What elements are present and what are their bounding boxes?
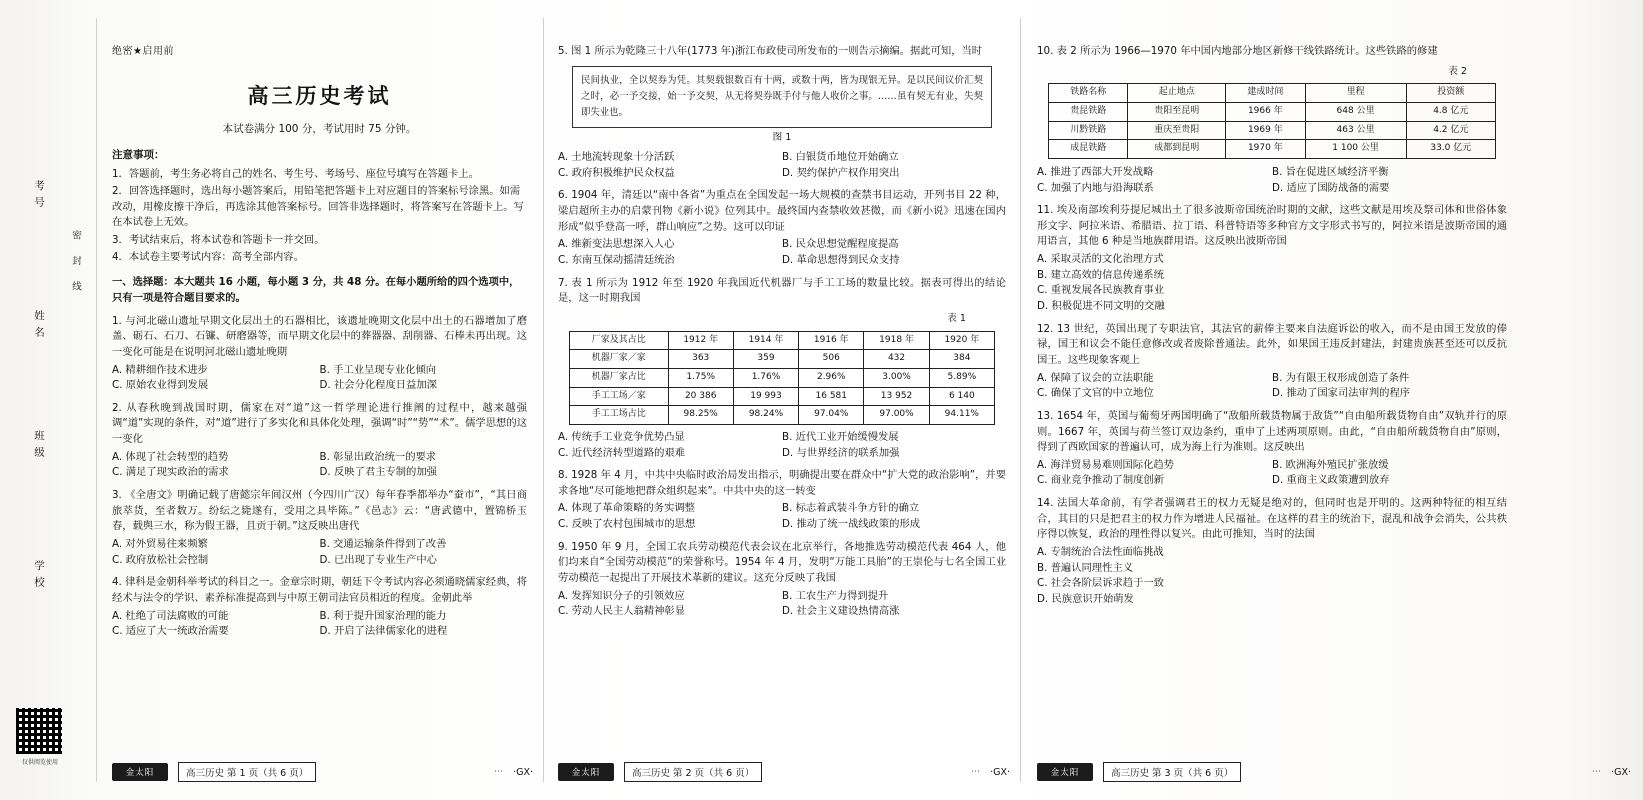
table-caption: 表 2 <box>1448 65 1467 77</box>
exam-subtitle: 本试卷满分 100 分，考试用时 75 分钟。 <box>222 123 417 136</box>
table-cell: 98.25% <box>668 406 733 425</box>
question-item <box>1037 322 1507 402</box>
table-cell: 384 <box>929 350 994 369</box>
table-cell: 4.8 亿元 <box>1406 102 1495 121</box>
question-number: 11. <box>1037 204 1054 217</box>
page-footer-2: 金太阳 高三历史 第 2 页（共 6 页） ⋯ ·GX· <box>558 762 1010 782</box>
table-header-cell: 投资额 <box>1406 84 1495 103</box>
option[interactable]: C. 适应了大一统政治需要 <box>112 625 229 638</box>
table-row <box>570 368 995 387</box>
data-table-1 <box>569 331 995 425</box>
option[interactable]: C. 确保了文官的中立地位 <box>1037 387 1154 400</box>
question-stem: 律科是金朝科举考试的科目之一。金章宗时期，朝廷下令考试内容必须通晓儒家经典，将经术与法令的学识、素养标准提高到与中原王朝司法官员相近的程度。金朝此举 <box>112 576 527 604</box>
table-cell: 94.11% <box>929 406 994 425</box>
question-item <box>1037 203 1507 314</box>
question-number: 8. <box>558 469 568 482</box>
table-cell: 363 <box>668 350 733 369</box>
question-stem: 《全唐文》明确记载了唐懿宗年间汉州（今四川广汉）每年春季都举办“蚕市”，“其日商旅萃货，至者数万。纷纭之毙遂有，受用之具毕陈。”《邑志》云：“唐武德中，置锦桥玉春，载舆三水，称为假王器，且贡于朝。”这反映出唐代 <box>112 489 527 533</box>
notice-list <box>112 167 527 265</box>
question-item <box>1037 496 1507 607</box>
question-number: 6. <box>558 189 568 202</box>
question-item <box>1037 44 1507 196</box>
table-header-row <box>570 331 995 350</box>
question-stem: 1928 年 4 月，中共中央临时政治局发出指示，明确提出要在群众中“扩大党的政治影响”，并要求各地“尽可能地把群众组织起来”。中共中央的这一转变 <box>558 469 1006 497</box>
question-item <box>112 401 527 481</box>
option[interactable]: B. 白银货币地位开始确立 <box>782 151 899 164</box>
option[interactable]: B. 工农生产力得到提升 <box>782 589 889 602</box>
table-cell: 13 952 <box>864 387 929 406</box>
table-cell: 19 993 <box>733 387 798 406</box>
table-cell: 手工工场占比 <box>570 406 669 425</box>
table-header-cell: 建成时间 <box>1226 84 1305 103</box>
option[interactable]: A. 保障了议会的立法职能 <box>1037 371 1154 384</box>
table-cell: 成昆铁路 <box>1049 140 1128 159</box>
seal-line-label: 密封线 <box>70 230 81 307</box>
option-list <box>558 589 1006 620</box>
notice-item: 3．考试结束后，将本试卷和答题卡一并交回。 <box>112 233 325 246</box>
question-stem: 1950 年 9 月，全国工农兵劳动模范代表会议在北京举行，各地推选劳动模范代表 464 人，他们均来自“全国劳动模范”的荣誉称号。1954 年 4 月，发明“万能工具胎”的王崇伦与七名全国工业劳动模范一起提出了开展技术革新的建议。这充分反映了我国 <box>558 540 1006 584</box>
question-stem: 图 1 所示为乾隆三十八年(1773 年)浙江布政使司所发布的一则告示摘编。据此可知，当时 <box>571 45 983 57</box>
question-number: 9. <box>558 540 568 553</box>
question-stem: 表 1 所示为 1912 年至 1920 年我国近代机器厂与手工工场的数量比较。据表可得出的结论是，这一时期我国 <box>558 276 1006 305</box>
table-cell: 20 386 <box>668 387 733 406</box>
option[interactable]: D. 与世界经济的联系加强 <box>782 446 900 459</box>
table-cell: 648 公里 <box>1305 102 1406 121</box>
question-stem: 1654 年，英国与葡萄牙两国明确了“敌船所载货物属于敌货”“自由船所载货物自由”双轨并行的原则。1667 年，英国与荷兰签订双边条约，重申了上述两项原则。由此，“自由船所载货物自由”原则，得到了西欧国家的普遍认可，成为海上行为准则。这反映出 <box>1037 409 1507 454</box>
option[interactable]: A. 体现了社会转型的趋势 <box>112 450 229 463</box>
option-list <box>112 363 527 394</box>
table-cell: 机器厂家／家 <box>570 350 669 369</box>
option[interactable]: A. 维新变法思想深入人心 <box>558 238 675 251</box>
option[interactable]: D. 积极促进不同文明的交融 <box>1037 300 1165 313</box>
table-cell: 1 100 公里 <box>1305 140 1406 159</box>
option[interactable]: B. 为有限王权形成创造了条件 <box>1272 371 1410 384</box>
option[interactable]: D. 重商主义政策遭到放弃 <box>1272 474 1390 487</box>
option-list <box>1037 545 1507 608</box>
option[interactable]: B. 标志着武装斗争方针的确立 <box>782 502 920 515</box>
table-cell: 4.2 亿元 <box>1406 121 1495 140</box>
field-school: 学校 <box>33 560 45 593</box>
table-cell: 1969 年 <box>1226 121 1305 140</box>
option[interactable]: B. 手工业呈现专业化倾向 <box>319 363 437 376</box>
table-cell: 432 <box>864 350 929 369</box>
footer-page-label: 高三历史 第 1 页（共 6 页） <box>178 762 316 782</box>
page-title: 高三历史考试 <box>247 84 392 109</box>
figure-box: 民间执业，全以契券为凭。其契载银数百有十两，或数十两，皆为现银无异。是以民间议价汇契之时，必一予交接，始一予交契，从无将契券既手付与他人收价之事。……虽有契无有业，失契即失业也。 <box>572 66 992 128</box>
table-cell: 6 140 <box>929 387 994 406</box>
option[interactable]: B. 近代工业开始缓慢发展 <box>782 430 899 443</box>
page-footer-3: 金太阳 高三历史 第 3 页（共 6 页） ⋯ ·GX· <box>1037 762 1631 782</box>
option[interactable]: A. 传统手工业竞争优势凸显 <box>558 430 685 443</box>
table-row <box>1049 102 1496 121</box>
question-item <box>558 188 1006 268</box>
option[interactable]: D. 反映了君主专制的加强 <box>319 466 437 479</box>
table-cell: 1970 年 <box>1226 140 1305 159</box>
table-cell: 463 公里 <box>1305 121 1406 140</box>
option[interactable]: D. 开启了法律儒家化的进程 <box>319 625 448 638</box>
option[interactable]: B. 利于提升国家治理的能力 <box>319 609 447 622</box>
option[interactable]: D. 社会主义建设热情高涨 <box>782 605 900 618</box>
table-header-cell: 1920 年 <box>929 331 994 350</box>
qr-code <box>16 708 62 754</box>
table-header-cell: 厂家及其占比 <box>570 331 669 350</box>
data-table-2 <box>1048 83 1496 159</box>
option[interactable]: A. 海洋贸易易难则国际化趋势 <box>1037 458 1174 471</box>
footer-code: ·GX· <box>513 766 533 778</box>
question-item <box>558 468 1006 533</box>
table-row <box>1049 140 1496 159</box>
option[interactable]: A. 精耕细作技术进步 <box>112 363 208 376</box>
notice-item: 4．本试卷主要考试内容：高考全部内容。 <box>112 250 304 263</box>
option[interactable]: A. 推进了西部大开发战略 <box>1037 165 1154 178</box>
table-row <box>570 350 995 369</box>
table-row <box>570 406 995 425</box>
question-stem: 从春秋晚到战国时期，儒家在对“道”这一哲学理论进行推阐的过程中，越来越强调“道”实现的条件，对“道”进行了多实化和具体化处理，强调“时”“势”“术”。儒学思想的这一变化 <box>112 401 527 446</box>
field-class: 班级 <box>33 430 45 463</box>
table-cell: 成都到昆明 <box>1128 140 1226 159</box>
question-stem: 表 2 所示为 1966—1970 年中国内地部分地区新修干线铁路统计。这些铁路的修建 <box>1056 45 1438 57</box>
table-header-cell: 1918 年 <box>864 331 929 350</box>
question-number: 10. <box>1037 45 1054 57</box>
option[interactable]: C. 社会各阶层诉求趋于一致 <box>1037 577 1165 590</box>
table-cell: 359 <box>733 350 798 369</box>
question-stem: 埃及南部埃利芬提尼城出土了很多波斯帝国统治时期的文献，这些文献是用埃及祭司体和世俗体象形文字、阿拉米语、希腊语、拉丁语、科普特语等多种官方文字形式书写的，阿拉米语是波斯帝国的通用语言，其他 6 种是当地族群用语。这反映出波斯帝国 <box>1037 204 1507 248</box>
option[interactable]: B. 交通运输条件得到了改善 <box>319 537 447 550</box>
secret-label: 绝密★启用前 <box>112 46 174 57</box>
table-cell: 33.0 亿元 <box>1406 140 1495 159</box>
option-list <box>1037 252 1507 315</box>
option[interactable]: A. 对外贸易往来频繁 <box>112 537 208 550</box>
option[interactable]: D. 契约保护产权作用突出 <box>782 166 900 179</box>
option[interactable]: B. 建立高效的信息传递系统 <box>1037 268 1164 281</box>
qr-caption: 仅供阅览使用 <box>21 759 58 766</box>
question-item <box>112 575 527 640</box>
question-item <box>112 314 527 394</box>
question-stem: 13 世纪，英国出现了专职法官，其法官的薪俸主要来自法庭诉讼的收入，而不是由国王发放的俸禄，国王和议会不能任意修改或者废除普通法。此外，如果国王违反封建法，封建贵族甚至还可以反抗国王。这些现象客观上 <box>1037 322 1507 366</box>
table-cell: 97.04% <box>799 406 864 425</box>
field-exam-number: 考号 <box>33 180 45 213</box>
footer-code: ·GX· <box>990 766 1010 778</box>
option[interactable]: D. 已出现了专业生产中心 <box>319 553 437 566</box>
table-row <box>1049 121 1496 140</box>
option[interactable]: A. 发挥知识分子的引领效应 <box>558 589 685 602</box>
table-cell: 手工工场／家 <box>570 387 669 406</box>
table-cell: 506 <box>799 350 864 369</box>
notice-title: 注意事项： <box>112 149 165 162</box>
table-cell: 贵昆铁路 <box>1049 102 1128 121</box>
notice-item: 2．回答选择题时，选出每小题答案后，用铅笔把答题卡上对应题目的答案标号涂黑。如需改动，用橡皮擦干净后，再选涂其他答案标号。回答非选择题时，将答案写在答题卡上。写在本试卷上无效。 <box>112 185 524 229</box>
question-stem: 与河北磁山遗址早期文化层出土的石器相比，该遗址晚期文化层中出土的石器增加了磨盖、砺石、石刀、石镰、研磨器等，而早期文化层中的葬器器、刮削器、石棒未再出现。这一变化可能是在说明河北磁山遗址晚期 <box>112 314 528 358</box>
option[interactable]: B. 民众思想觉醒程度提高 <box>782 238 899 251</box>
table-cell: 贵阳至昆明 <box>1128 102 1226 121</box>
option[interactable]: D. 社会分化程度日益加深 <box>319 379 437 392</box>
option[interactable]: A. 体现了革命策略的务实调整 <box>558 502 695 515</box>
question-stem: 1904 年，清廷以“南中各省”为重点在全国发起一场大规模的查禁书目运动，开列书目 22 种，梁启超所主办的启蒙刊物《新小说》位列其中。最终国内查禁收效甚微，而《新小说》迅速在国内形成“似乎登高一呼，群山响应”之势。这可以印证 <box>558 189 1006 233</box>
column-2 <box>544 0 1020 800</box>
question-number: 14. <box>1037 497 1054 510</box>
question-number: 13. <box>1037 409 1054 422</box>
option[interactable]: C. 政府放松社会控制 <box>112 553 209 566</box>
section-heading: 一、选择题：本大题共 16 小题，每小题 3 分，共 48 分。在每小题所给的四个选项中，只有一项是符合题目要求的。 <box>112 276 520 304</box>
option[interactable]: C. 近代经济转型道路的艰难 <box>558 446 686 459</box>
option[interactable]: B. 普遍认同理性主义 <box>1037 561 1133 574</box>
question-number: 7. <box>558 276 568 289</box>
option[interactable]: B. 彰显出政治统一的要求 <box>319 450 437 463</box>
table-row <box>570 387 995 406</box>
column-3 <box>1021 0 1643 800</box>
option[interactable]: C. 重视发展各民族教育事业 <box>1037 284 1165 297</box>
table-cell: 重庆至贵阳 <box>1128 121 1226 140</box>
table-cell: 1.76% <box>733 368 798 387</box>
question-number: 2. <box>112 401 122 414</box>
option[interactable]: C. 满足了现实政治的需求 <box>112 466 229 479</box>
figure-caption: 图 1 <box>772 131 792 143</box>
option[interactable]: C. 加强了内地与沿海联系 <box>1037 181 1154 194</box>
option-list <box>558 237 1006 268</box>
option[interactable]: B. 旨在促进区域经济平衡 <box>1272 165 1389 178</box>
option[interactable]: D. 适应了国防战备的需要 <box>1272 181 1390 194</box>
question-item <box>112 488 527 568</box>
option[interactable]: A. 土地流转现象十分活跃 <box>558 151 675 164</box>
option[interactable]: C. 劳动人民主人翁精神彰显 <box>558 605 686 618</box>
table-cell: 1966 年 <box>1226 102 1305 121</box>
option[interactable]: D. 推动了国家司法审判的程序 <box>1272 387 1411 400</box>
option-list <box>112 450 527 481</box>
table-cell: 2.96% <box>799 368 864 387</box>
table-header-cell: 1916 年 <box>799 331 864 350</box>
notice-item: 1．答题前，考生务必将自己的姓名、考生号、考场号、座位号填写在答题卡上。 <box>112 168 479 180</box>
option-list <box>1037 371 1507 402</box>
option-list <box>1037 165 1507 196</box>
table-header-cell: 铁路名称 <box>1049 84 1128 103</box>
question-stem: 法国大革命前，有学者强调君王的权力无疑是绝对的，但同时也是开明的。这两种特征的相互结合，其目的只是把君主的权力作为增进人民福祉。在这样的君主的统治下，混乱和战争会消失，公共秩序得以恢复，政治的理性得以复兴。由此可推知，当时的法国 <box>1037 497 1507 541</box>
question-item <box>558 540 1006 620</box>
question-item <box>558 276 1006 462</box>
student-info-strip <box>22 60 82 720</box>
option[interactable]: A. 杜绝了司法腐败的可能 <box>112 609 229 622</box>
column-1 <box>96 0 543 800</box>
table-cell: 1.75% <box>668 368 733 387</box>
table-cell: 机器厂家占比 <box>570 368 669 387</box>
option-list <box>558 430 1006 461</box>
option-list <box>558 501 1006 532</box>
option[interactable]: B. 欧洲海外殖民扩张放缓 <box>1272 458 1389 471</box>
option[interactable]: C. 反映了农村包围城市的思想 <box>558 518 696 531</box>
table-cell: 5.89% <box>929 368 994 387</box>
table-cell: 97.00% <box>864 406 929 425</box>
page-footer-1: 金太阳 高三历史 第 1 页（共 6 页） ⋯ ·GX· <box>112 762 533 782</box>
question-item <box>1037 409 1507 489</box>
option-list <box>112 537 527 568</box>
footer-page-label: 高三历史 第 2 页（共 6 页） <box>624 762 762 782</box>
footer-code: ·GX· <box>1611 766 1631 778</box>
publisher-stamp: 金太阳 <box>1037 763 1093 781</box>
table-header-cell: 1914 年 <box>733 331 798 350</box>
table-caption: 表 1 <box>947 312 966 324</box>
field-name: 姓名 <box>33 310 45 343</box>
question-number: 3. <box>112 489 122 502</box>
table-header-cell: 起止地点 <box>1128 84 1226 103</box>
publisher-stamp: 金太阳 <box>558 763 614 781</box>
table-cell: 3.00% <box>864 368 929 387</box>
publisher-stamp: 金太阳 <box>112 763 168 781</box>
question-number: 4. <box>112 576 122 589</box>
table-header-cell: 里程 <box>1305 84 1406 103</box>
question-item <box>558 44 1006 181</box>
option[interactable]: C. 原始农业得到发展 <box>112 379 209 392</box>
option[interactable]: A. 采取灵活的文化治理方式 <box>1037 253 1164 266</box>
option[interactable]: A. 专制统治合法性面临挑战 <box>1037 546 1164 558</box>
table-cell: 98.24% <box>733 406 798 425</box>
option[interactable]: C. 政府积极维护民众权益 <box>558 166 675 179</box>
question-number: 5. <box>558 45 568 57</box>
question-number: 1. <box>112 314 122 327</box>
option-list <box>112 609 527 640</box>
option-list <box>558 150 1006 181</box>
option[interactable]: D. 民族意识开始萌发 <box>1037 592 1134 605</box>
table-cell: 16 581 <box>799 387 864 406</box>
option-list <box>1037 458 1507 489</box>
footer-page-label: 高三历史 第 3 页（共 6 页） <box>1103 762 1241 782</box>
table-header-cell: 1912 年 <box>668 331 733 350</box>
option[interactable]: D. 推动了统一战线政策的形成 <box>782 518 921 531</box>
table-cell: 川黔铁路 <box>1049 121 1128 140</box>
option[interactable]: C. 东南互保动摇清廷统治 <box>558 254 675 267</box>
option[interactable]: D. 革命思想得到民众支持 <box>782 254 900 267</box>
table-header-row <box>1049 84 1496 103</box>
question-number: 12. <box>1037 322 1054 335</box>
option[interactable]: C. 商业竞争推动了制度创新 <box>1037 474 1165 487</box>
